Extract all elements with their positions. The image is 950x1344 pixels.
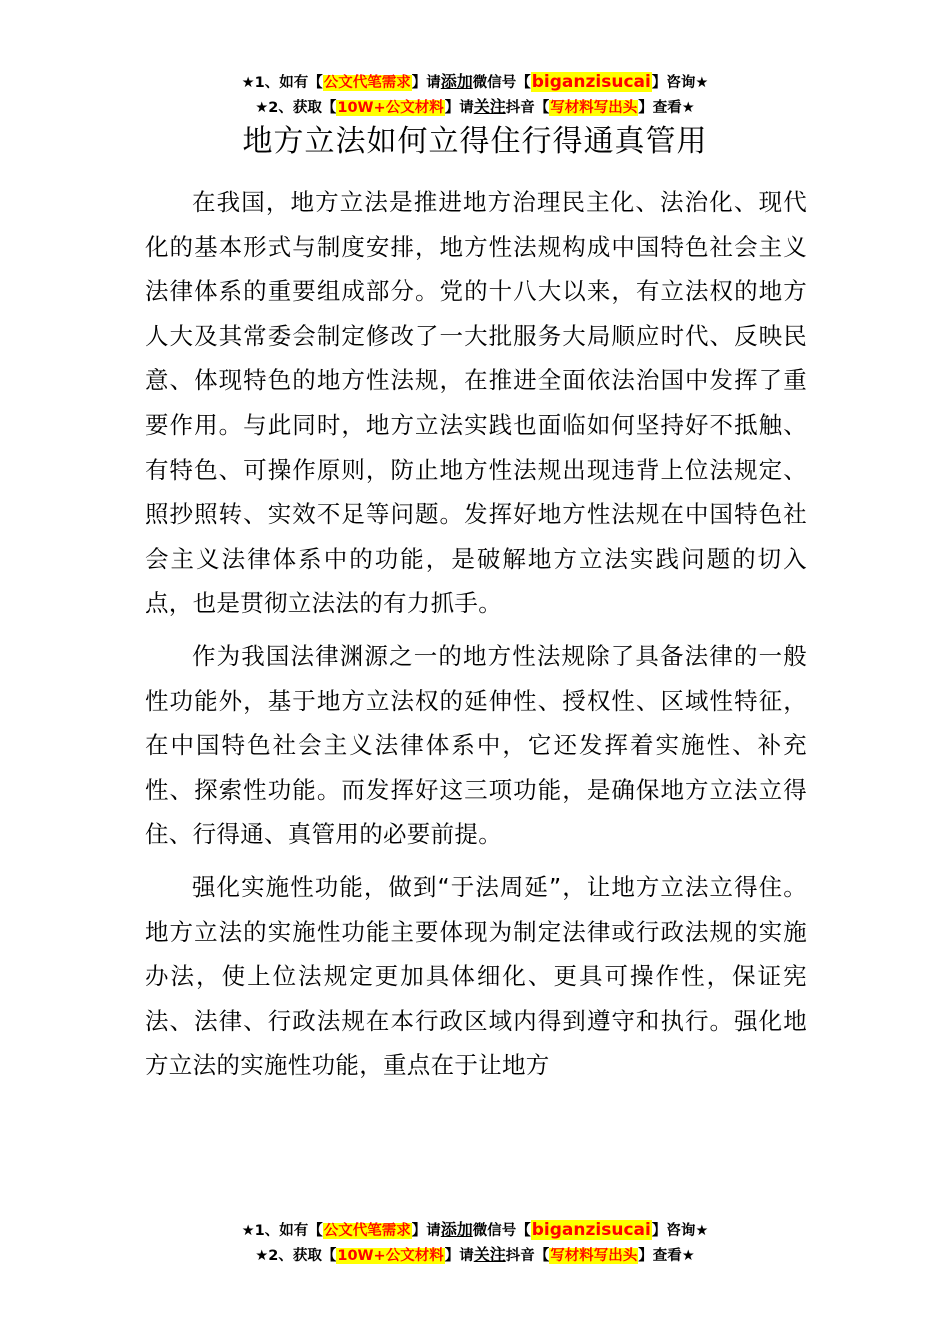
- paragraph-3: 强化实施性功能，做到“于法周延”，让地方立法立得住。地方立法的实施性功能主要体现为制定法律或行政法规的实施办法，使上位法规定更加具体细化、更具可操作性，保证宪法、法律、行政法规在本行政区域内得到遵守和执行。强化地方立法的实施性功能，重点在于让地方: [145, 872, 807, 1080]
- wechat-id-highlight: biganzisucai: [531, 72, 651, 92]
- paragraph-1: 在我国，地方立法是推进地方治理民主化、法治化、现代化的基本形式与制度安排，地方性法规构成中国特色社会主义法律体系的重要组成部分。党的十八大以来，有立法权的地方人大及其常委会制定修改了一大批服务大局顺应时代、反映民意、体现特色的地方性法规，在推进全面依法治国中发挥了重要作用。与此同时，地方立法实践也面临如何坚持好不抵触、有特色、可操作原则，防止地方性法规出现违背上位法规定、照抄照转、实效不足等问题。发挥好地方性法规在中国特色社会主义法律体系中的功能，是破解地方立法实践问题的切入点，也是贯彻立法法的有力抓手。: [145, 188, 807, 618]
- promo-underlined: 关注: [473, 97, 506, 116]
- promo-text: ★2、获取【: [255, 100, 337, 116]
- promo-line-1: [0, 1218, 950, 1243]
- promo-text: 抖音【: [505, 100, 550, 116]
- promo-text: 】咨询★: [651, 1223, 709, 1239]
- promo-underlined: 添加: [440, 72, 473, 91]
- promo-highlight: 10W+公文材料: [337, 100, 444, 116]
- promo-text: ★1、如有【: [241, 1223, 323, 1239]
- promo-text: ★1、如有【: [241, 75, 323, 91]
- bottom-promo-banner: [0, 1218, 950, 1268]
- document-title: 地方立法如何立得住行得通真管用: [242, 124, 708, 159]
- promo-underlined: 添加: [440, 1220, 473, 1239]
- promo-text: 抖音【: [505, 1248, 550, 1264]
- douyin-highlight: 写材料写出头: [550, 1248, 638, 1264]
- top-promo-banner: [0, 70, 950, 120]
- promo-line-2: [0, 95, 950, 120]
- promo-text: 微信号【: [472, 75, 531, 91]
- promo-highlight: 公文代笔需求: [323, 75, 411, 91]
- promo-text: 微信号【: [472, 1223, 531, 1239]
- promo-highlight: 10W+公文材料: [337, 1248, 444, 1264]
- promo-text: ★2、获取【: [255, 1248, 337, 1264]
- promo-text: 】请: [444, 1248, 474, 1264]
- promo-line-1: [0, 70, 950, 95]
- promo-text: 】请: [411, 75, 441, 91]
- promo-text: 】请: [411, 1223, 441, 1239]
- promo-text: 】请: [444, 100, 474, 116]
- promo-text: 】查看★: [638, 100, 695, 116]
- document-body: [145, 180, 807, 1096]
- douyin-highlight: 写材料写出头: [550, 100, 638, 116]
- promo-highlight: 公文代笔需求: [323, 1223, 411, 1239]
- promo-line-2: [0, 1243, 950, 1268]
- promo-text: 】查看★: [638, 1248, 695, 1264]
- promo-underlined: 关注: [473, 1245, 506, 1264]
- wechat-id-highlight: biganzisucai: [531, 1220, 651, 1240]
- promo-text: 】咨询★: [651, 75, 709, 91]
- paragraph-2: 作为我国法律渊源之一的地方性法规除了具备法律的一般性功能外，基于地方立法权的延伸性、授权性、区域性特征，在中国特色社会主义法律体系中，它还发挥着实施性、补充性、探索性功能。而发挥好这三项功能，是确保地方立法立得住、行得通、真管用的必要前提。: [145, 641, 807, 849]
